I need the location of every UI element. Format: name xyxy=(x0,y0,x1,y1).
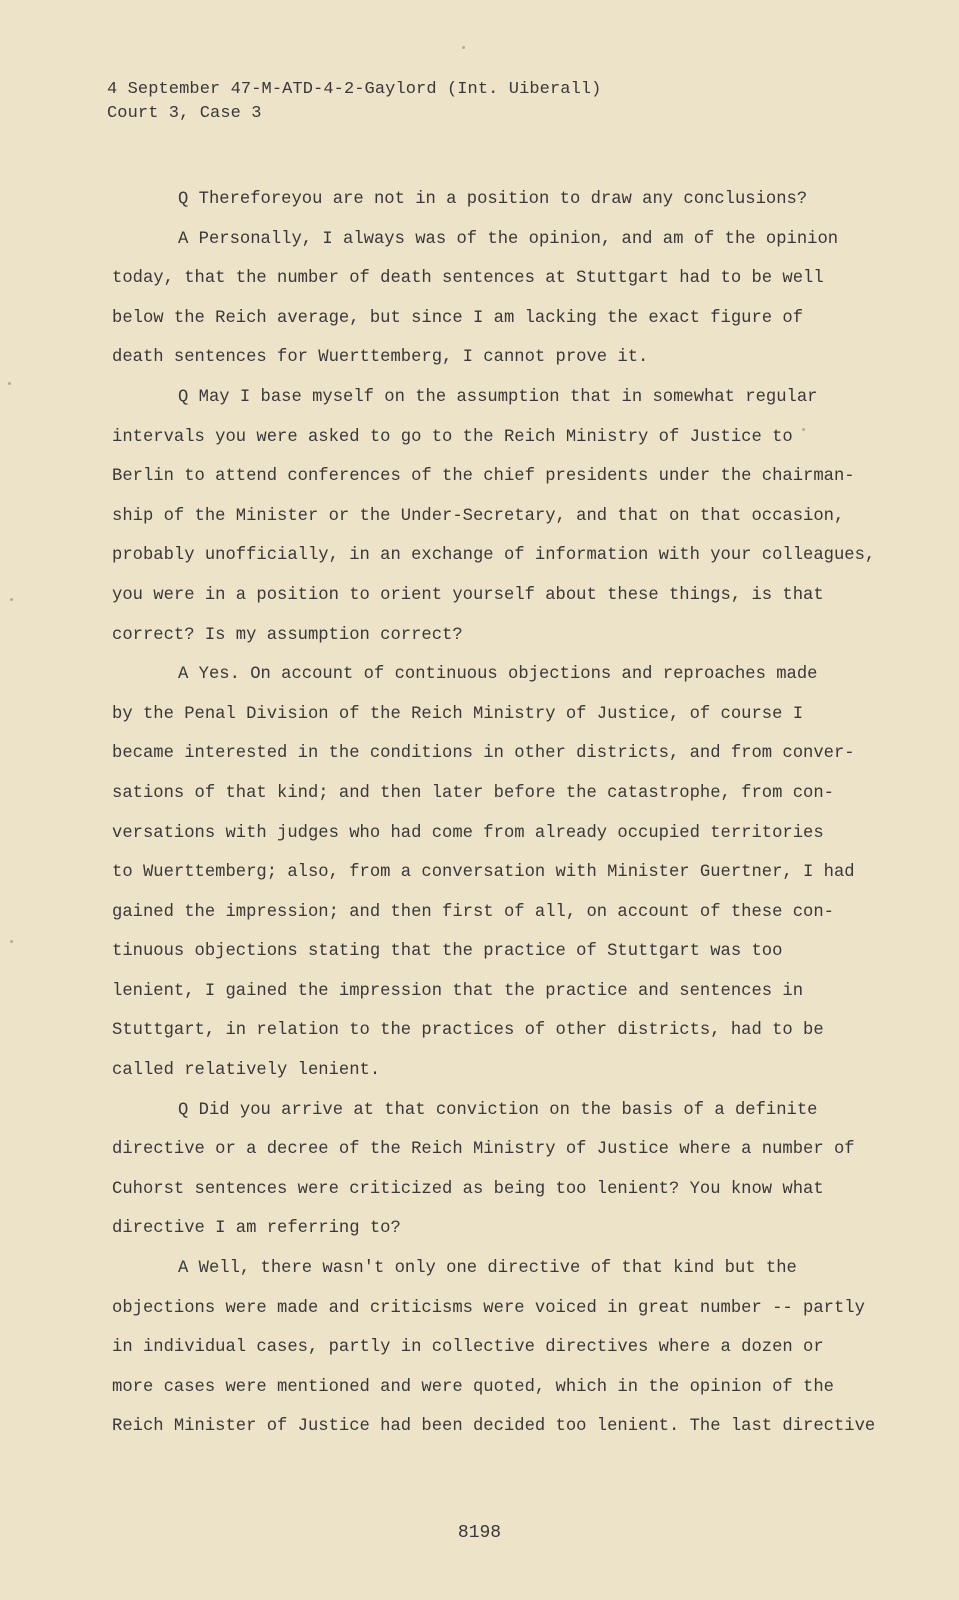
text-line: in individual cases, partly in collective directives where a dozen or xyxy=(112,1338,824,1358)
text-line: tinuous objections stating that the practice of Stuttgart was too xyxy=(112,942,783,962)
text-line: A Well, there wasn't only one directive of that kind but the xyxy=(178,1259,797,1279)
document-header xyxy=(107,78,601,126)
text-line: more cases were mentioned and were quoted, which in the opinion of the xyxy=(112,1377,834,1397)
text-line: today, that the number of death sentences at Stuttgart had to be well xyxy=(112,269,824,289)
text-line: objections were made and criticisms were voiced in great number -- partly xyxy=(112,1298,865,1318)
text-line: ship of the Minister or the Under-Secretary, and that on that occasion, xyxy=(112,506,845,526)
text-line: Stuttgart, in relation to the practices of other districts, had to be xyxy=(112,1021,824,1041)
header-line-date-reference: 4 September 47-M-ATD-4-2-Gaylord (Int. Uiberall) xyxy=(107,80,602,99)
transcript-paragraph xyxy=(112,1249,892,1447)
text-line: A Yes. On account of continuous objections and reproaches made xyxy=(178,665,818,685)
page-number: 8198 xyxy=(457,1523,502,1543)
text-line: correct? Is my assumption correct? xyxy=(112,625,463,645)
transcript-paragraph xyxy=(112,220,892,378)
paper-speck xyxy=(8,382,11,385)
text-line: Reich Minister of Justice had been decided too lenient. The last directive xyxy=(112,1417,876,1437)
text-line: called relatively lenient. xyxy=(112,1061,381,1081)
text-line: intervals you were asked to go to the Reich Ministry of Justice to xyxy=(112,427,793,447)
transcript-paragraph xyxy=(112,655,892,1091)
text-line: Cuhorst sentences were criticized as being too lenient? You know what xyxy=(112,1179,824,1199)
paper-speck xyxy=(10,940,13,943)
text-line: to Wuerttemberg; also, from a conversation with Minister Guertner, I had xyxy=(112,863,855,883)
text-line: Berlin to attend conferences of the chief presidents under the chairman- xyxy=(112,467,855,487)
transcript-body xyxy=(112,180,892,1447)
text-line: you were in a position to orient yourself about these things, is that xyxy=(112,585,824,605)
transcript-paragraph xyxy=(112,1091,892,1249)
text-line: below the Reich average, but since I am lacking the exact figure of xyxy=(112,308,804,328)
text-line: directive I am referring to? xyxy=(112,1219,401,1239)
text-line: by the Penal Division of the Reich Ministry of Justice, of course I xyxy=(112,704,804,724)
transcript-paragraph xyxy=(112,378,892,655)
text-line: Q Did you arrive at that conviction on the basis of a definite xyxy=(178,1100,818,1120)
text-line: became interested in the conditions in other districts, and from conver- xyxy=(112,744,855,764)
text-line: sations of that kind; and then later before the catastrophe, from con- xyxy=(112,783,834,803)
text-line: A Personally, I always was of the opinion, and am of the opinion xyxy=(178,229,839,249)
text-line: Q Thereforeyou are not in a position to draw any conclusions? xyxy=(178,190,808,209)
text-line: probably unofficially, in an exchange of information with your colleagues, xyxy=(112,546,876,566)
text-line: versations with judges who had come from already occupied territories xyxy=(112,823,824,843)
paper-speck xyxy=(462,46,465,49)
text-line: Q May I base myself on the assumption that in somewhat regular xyxy=(178,387,818,407)
text-line: directive or a decree of the Reich Ministry of Justice where a number of xyxy=(112,1140,855,1160)
text-line: lenient, I gained the impression that the practice and sentences in xyxy=(112,981,804,1001)
transcript-paragraph xyxy=(112,180,892,220)
text-line: gained the impression; and then first of all, on account of these con- xyxy=(112,902,834,922)
paper-speck xyxy=(10,598,13,601)
text-line: death sentences for Wuerttemberg, I cannot prove it. xyxy=(112,348,649,368)
header-line-court-case: Court 3, Case 3 xyxy=(107,104,262,123)
